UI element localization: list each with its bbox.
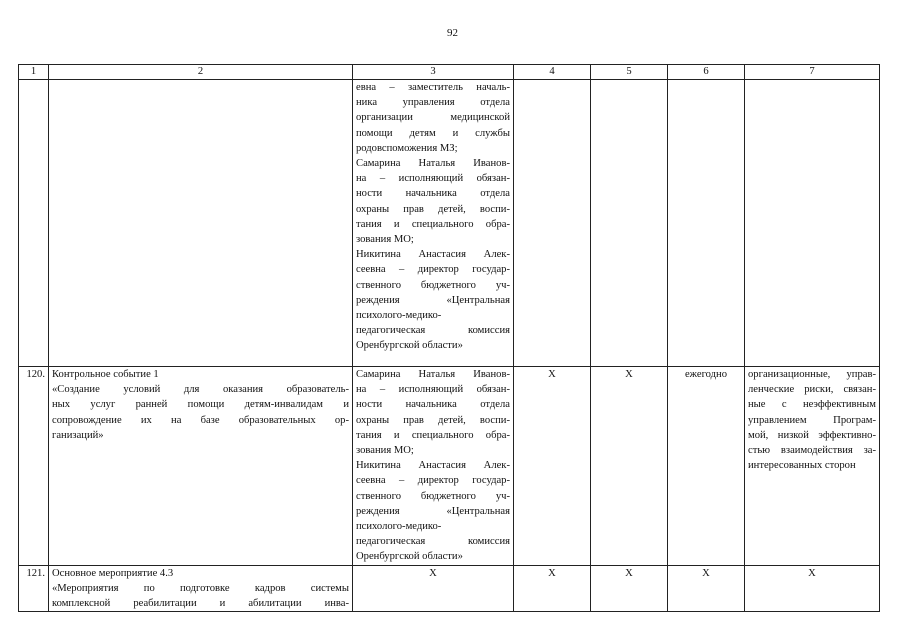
- column-header: 5: [591, 65, 668, 80]
- col5-cell: [591, 80, 668, 367]
- text-line: зования МО;: [356, 445, 414, 457]
- text-line: евна – заместитель началь-: [356, 82, 510, 93]
- column-header: 6: [668, 65, 745, 80]
- col5-cell: Х: [591, 367, 668, 566]
- text-line: на – исполняющий обязан-: [356, 384, 510, 396]
- risk-cell: [745, 80, 880, 367]
- text-line: ности начальника отдела: [356, 188, 510, 200]
- text-line: сеевна – директор государ-: [356, 475, 510, 487]
- text-line: ные с неэффективным: [748, 399, 876, 411]
- column-header: 7: [745, 65, 880, 80]
- text-line: ленческие риски, связан-: [748, 384, 876, 396]
- col6-cell: Х: [668, 565, 745, 612]
- text-line: ганизаций»: [52, 429, 104, 441]
- column-header: 1: [19, 65, 49, 80]
- text-line: сеевна – директор государ-: [356, 264, 510, 276]
- text-line: Никитина Анастасия Алек-: [356, 249, 510, 261]
- text-line: интересованных сторон: [748, 460, 856, 472]
- text-line: «Мероприятия по подготовке кадров системы: [52, 582, 349, 594]
- text-line: психолого-медико-: [356, 521, 442, 533]
- text-line: реждения «Центральная: [356, 294, 510, 306]
- text-line: родовспоможения МЗ;: [356, 142, 458, 154]
- text-line: зования МО;: [356, 234, 414, 246]
- responsible-cell: [353, 367, 514, 566]
- text-line: охраны прав детей, воспи-: [356, 203, 510, 215]
- text-line: Контрольное событие 1: [52, 369, 159, 380]
- text-line: тания и специального обра-: [356, 218, 510, 230]
- text-line: сопровождение их на базе образовательных ор-: [52, 414, 349, 426]
- page-number: 92: [447, 27, 458, 39]
- risk-cell: Х: [745, 565, 880, 612]
- column-header: 2: [49, 65, 353, 80]
- text-line: ных услуг ранней помощи детям-инвалидам и: [52, 399, 349, 411]
- text-line: организационные, управ-: [748, 369, 876, 380]
- risk-cell: [745, 367, 880, 566]
- text-line: Никитина Анастасия Алек-: [356, 460, 510, 472]
- text-line: Оренбургской области»: [356, 551, 463, 563]
- text-line: Основное мероприятие 4.3: [52, 567, 174, 579]
- text-line: комплексной реабилитации и абилитации инва-: [52, 598, 349, 610]
- event-cell: [49, 565, 353, 612]
- column-number-header-row: [19, 65, 880, 80]
- text-line: организации медицинской: [356, 112, 510, 124]
- event-cell: [49, 367, 353, 566]
- table-row: [19, 565, 880, 612]
- text-line: охраны прав детей, воспи-: [356, 414, 510, 426]
- column-header: 3: [353, 65, 514, 80]
- row-number-cell: 120.: [19, 367, 49, 566]
- text-line: педагогическая комиссия: [356, 325, 510, 337]
- text-line: ственного бюджетного уч-: [356, 490, 510, 502]
- text-line: мой, низкой эффективно-: [748, 429, 876, 441]
- text-line: тания и специального обра-: [356, 429, 510, 441]
- row-number-cell: [19, 80, 49, 367]
- col4-cell: Х: [514, 565, 591, 612]
- text-line: реждения «Центральная: [356, 505, 510, 517]
- row-number-cell: 121.: [19, 565, 49, 612]
- text-line: помощи детям и службы: [356, 127, 510, 139]
- table-row: [19, 80, 880, 367]
- responsible-cell: [353, 80, 514, 367]
- text-line: ности начальника отдела: [356, 399, 510, 411]
- col4-cell: [514, 80, 591, 367]
- text-line: «Создание условий для оказания образователь-: [52, 384, 349, 396]
- text-line: на – исполняющий обязан-: [356, 173, 510, 185]
- col6-cell: [668, 80, 745, 367]
- text-line: педагогическая комиссия: [356, 536, 510, 548]
- text-line: Самарина Наталья Иванов-: [356, 369, 510, 380]
- text-line: ственного бюджетного уч-: [356, 279, 510, 291]
- event-cell: [49, 80, 353, 367]
- column-header: 4: [514, 65, 591, 80]
- responsible-cell: Х: [353, 565, 514, 612]
- frequency-cell: ежегодно: [668, 367, 745, 566]
- text-line: Самарина Наталья Иванов-: [356, 158, 510, 170]
- col4-cell: Х: [514, 367, 591, 566]
- table-row: [19, 367, 880, 566]
- text-line: Оренбургской области»: [356, 340, 463, 352]
- text-line: стью взаимодействия за-: [748, 445, 876, 457]
- text-line: ника управления отдела: [356, 97, 510, 109]
- text-line: управлением Програм-: [748, 414, 876, 426]
- document-table: [18, 64, 880, 612]
- text-line: психолого-медико-: [356, 310, 442, 322]
- col5-cell: Х: [591, 565, 668, 612]
